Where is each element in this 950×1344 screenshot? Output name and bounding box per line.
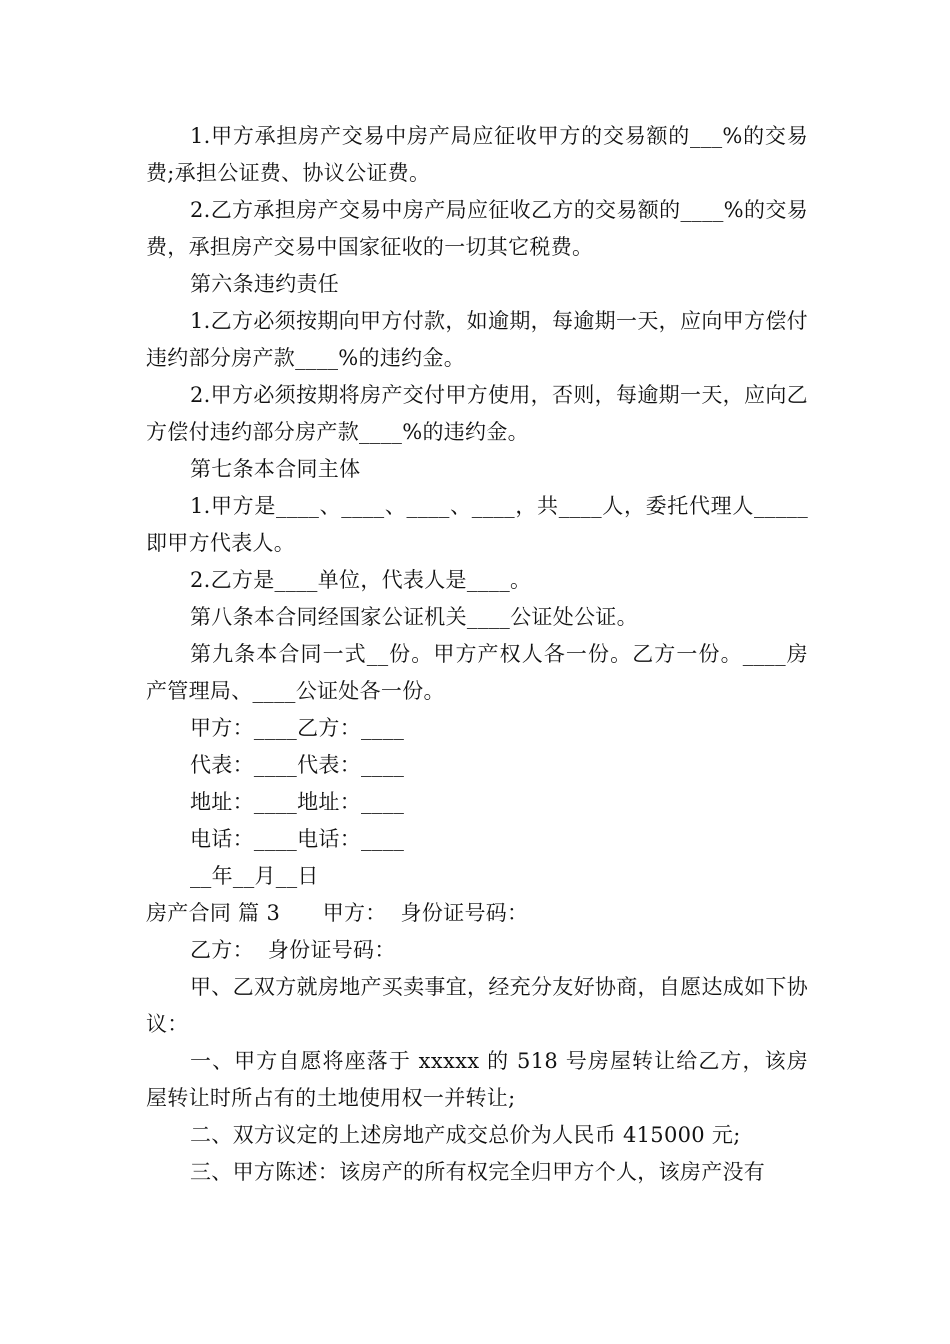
signature-line-phones: 电话：____电话：____ (190, 827, 405, 851)
signature-line-representatives: 代表：____代表：____ (190, 753, 405, 777)
paragraph-clause-3: 三、甲方陈述：该房产的所有权完全归甲方个人，该房产没有 (190, 1160, 766, 1184)
date-line: __年__月__日 (190, 864, 319, 888)
paragraph-subject-party-b: 2.乙方是____单位，代表人是____。 (190, 568, 532, 592)
paragraph-breach-party-a: 2.甲方必须按期将房产交付甲方使用，否则，每逾期一天，应向乙方偿付违约部分房产款____%的违约金。 (146, 383, 808, 444)
contract-3-title-line: 房产合同 篇 3 甲方： 身份证号码： (146, 901, 529, 925)
paragraph-clause-1: 一、甲方自愿将座落于 xxxxx 的 518 号房屋转让给乙方，该房屋转让时所占有的土地使用权一并转让; (146, 1049, 808, 1110)
paragraph-clause-2: 二、双方议定的上述房地产成交总价为人民币 415000 元; (190, 1123, 741, 1147)
paragraph-fee-party-b: 2.乙方承担房产交易中房产局应征收乙方的交易额的____%的交易费，承担房产交易中国家征收的一切其它税费。 (146, 198, 808, 259)
paragraph-fee-party-a: 1.甲方承担房产交易中房产局应征收甲方的交易额的___%的交易费;承担公证费、协议公证费。 (146, 124, 808, 185)
section-heading-article-7: 第七条本合同主体 (190, 457, 361, 481)
document-body (146, 118, 808, 1191)
signature-line-parties: 甲方：____乙方：____ (190, 716, 405, 740)
party-b-id-line: 乙方： 身份证号码： (190, 938, 396, 962)
paragraph-article-9: 第九条本合同一式__份。甲方产权人各一份。乙方一份。____房产管理局、____公证处各一份。 (146, 642, 808, 703)
section-heading-article-6: 第六条违约责任 (190, 272, 340, 296)
paragraph-subject-party-a: 1.甲方是____、____、____、____，共____人，委托代理人_____即甲方代表人。 (146, 494, 808, 555)
paragraph-agreement-intro: 甲、乙双方就房地产买卖事宜，经充分友好协商，自愿达成如下协议： (146, 975, 808, 1036)
signature-line-addresses: 地址：____地址：____ (190, 790, 405, 814)
paragraph-breach-party-b: 1.乙方必须按期向甲方付款，如逾期，每逾期一天，应向甲方偿付违约部分房产款____%的违约金。 (146, 309, 808, 370)
paragraph-article-8: 第八条本合同经国家公证机关____公证处公证。 (190, 605, 638, 629)
